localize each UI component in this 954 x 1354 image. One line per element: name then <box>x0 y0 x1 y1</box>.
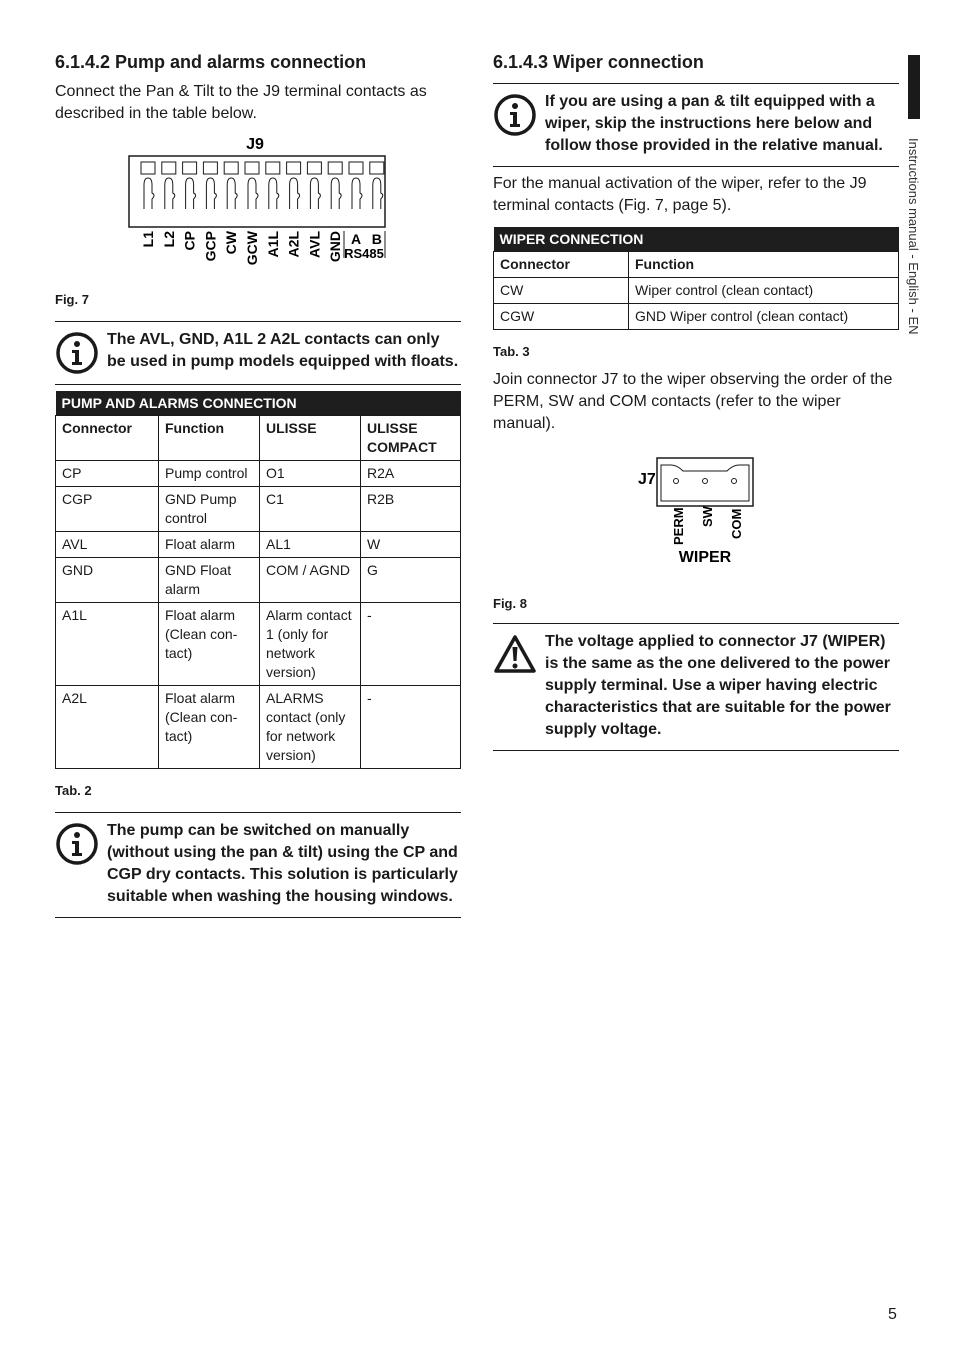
info-icon <box>55 331 99 375</box>
j9-pin-socket <box>141 162 155 174</box>
table-header-row <box>494 252 899 278</box>
table-cell: GND Pump control <box>159 487 260 532</box>
j9-body <box>129 156 385 227</box>
wiper-table <box>493 227 899 330</box>
j9-pin-socket <box>370 162 384 174</box>
j9-pin-socket <box>307 162 321 174</box>
j9-pin-screw <box>206 178 216 209</box>
j9-pin-screw <box>331 178 341 209</box>
side-margin-text: Instructions manual - English - EN <box>906 138 921 335</box>
table-cell: AL1 <box>260 532 361 558</box>
j9-pin-label: CW <box>223 231 240 255</box>
table-cell: ALARMS contact (only for network version) <box>260 686 361 769</box>
info-note-wiper-text: If you are using a pan & tilt equipped with a wiper, skip the instructions here below and follow those provided in the relative manual. <box>545 93 883 154</box>
fig8-caption: Fig. 8 <box>493 596 527 611</box>
rs485-label: RS485 <box>344 246 384 261</box>
j9-pin-label: L2 <box>160 231 177 248</box>
warning-icon <box>493 633 537 677</box>
pump-table-title: PUMP AND ALARMS CONNECTION <box>56 391 461 416</box>
table-cell: C1 <box>260 487 361 532</box>
j9-pin-label: A <box>350 231 362 247</box>
table-row <box>56 686 461 769</box>
table-row <box>56 603 461 686</box>
table-cell: G <box>361 558 461 603</box>
j7-connector-figure <box>493 453 899 568</box>
j9-pin-screw <box>227 178 237 209</box>
table-cell: CP <box>56 461 159 487</box>
table-row <box>56 532 461 558</box>
j9-pin-socket <box>203 162 217 174</box>
col-header: Connector <box>494 252 629 278</box>
info-note-pump-manual <box>55 812 461 918</box>
page-number: 5 <box>888 1306 897 1323</box>
wiper-table-title: WIPER CONNECTION <box>494 227 899 252</box>
j7-pin-label: COM <box>729 508 744 539</box>
j9-pin-socket <box>287 162 301 174</box>
j9-pin-label: L1 <box>140 231 156 248</box>
intro-paragraph: Connect the Pan & Tilt to the J9 terminal contacts as described in the table below. <box>55 83 427 122</box>
j9-pin-label: GND <box>327 231 344 263</box>
info-icon <box>493 93 537 137</box>
table-row <box>56 558 461 603</box>
j9-pin-label: AVL <box>306 231 323 258</box>
table-row <box>494 304 899 330</box>
j9-pin-screw <box>373 178 383 209</box>
table-row <box>56 487 461 532</box>
table-header-row <box>56 416 461 461</box>
table-cell: A1L <box>56 603 159 686</box>
table-cell: CW <box>494 278 629 304</box>
j9-label: J9 <box>246 136 264 153</box>
j9-pins <box>141 162 384 209</box>
j9-pin-socket <box>328 162 342 174</box>
table-cell: GND <box>56 558 159 603</box>
table-row <box>494 278 899 304</box>
info-note-floats <box>55 321 461 385</box>
table-cell: - <box>361 603 461 686</box>
table-cell: GND Float alarm <box>159 558 260 603</box>
j9-pin-screw <box>248 178 258 209</box>
table-cell: - <box>361 686 461 769</box>
j7-label: J7 <box>638 471 656 488</box>
col-header: Function <box>159 416 260 461</box>
info-note-pump-manual-text: The pump can be switched on manually (without using the pan & tilt) using the CP and CGP dry contacts. This solution is particularly suitable when washing the housing windows. <box>107 822 458 905</box>
fig7-caption: Fig. 7 <box>55 292 89 307</box>
side-tab-bar <box>908 55 920 119</box>
j9-pin-screw <box>310 178 320 209</box>
j9-pin-socket <box>183 162 197 174</box>
j9-pin-socket <box>349 162 363 174</box>
tab3-caption: Tab. 3 <box>493 344 530 359</box>
table-cell: CGP <box>56 487 159 532</box>
j9-terminal-figure <box>55 133 461 268</box>
j7-pin-hole <box>703 479 708 484</box>
j9-pin-socket <box>162 162 176 174</box>
j9-pin-screw <box>269 178 279 209</box>
table-cell: Float alarm <box>159 532 260 558</box>
j9-pin-screw <box>144 178 154 209</box>
j9-pin-label: GCP <box>202 231 219 262</box>
table-cell: AVL <box>56 532 159 558</box>
table-cell: O1 <box>260 461 361 487</box>
col-header: Connector <box>56 416 159 461</box>
section-heading-wiper: 6.1.4.3 Wiper connection <box>493 52 704 72</box>
col-header: ULISSE <box>260 416 361 461</box>
table-row <box>56 461 461 487</box>
j9-pin-screw <box>165 178 175 209</box>
j9-pin-label: B <box>371 231 382 247</box>
j9-pin-screw <box>352 178 362 209</box>
table-cell: CGW <box>494 304 629 330</box>
col-header: Function <box>629 252 899 278</box>
wiper-paragraph-1: For the manual activation of the wiper, refer to the J9 terminal contacts (Fig. 7, page 5). <box>493 175 867 214</box>
table-cell: R2B <box>361 487 461 532</box>
j9-pin-socket <box>224 162 238 174</box>
info-note-wiper <box>493 83 899 167</box>
wiper-paragraph-2: Join connector J7 to the wiper observing the order of the PERM, SW and COM contacts (refer to the wiper manual). <box>493 371 893 432</box>
table-cell: Wiper control (clean contact) <box>629 278 899 304</box>
info-icon <box>55 822 99 866</box>
info-note-floats-text: The AVL, GND, A1L 2 A2L contacts can only be used in pump models equipped with floats. <box>107 331 459 370</box>
warning-note-voltage <box>493 623 899 751</box>
j9-pin-socket <box>266 162 280 174</box>
j7-pin-hole <box>674 479 679 484</box>
table-cell: COM / AGND <box>260 558 361 603</box>
j7-pin-label: PERM <box>671 507 686 545</box>
col-header: ULISSE COMPACT <box>361 416 461 461</box>
j9-pin-label: GCW <box>244 231 260 266</box>
warning-note-voltage-text: The voltage applied to connector J7 (WIPER) is the same as the one delivered to the power supply terminal. Use a wiper having electric characteristics that are suitable for the power supply voltage. <box>545 633 891 738</box>
table-cell: Float alarm (Clean con-tact) <box>159 686 260 769</box>
j7-pin-hole <box>732 479 737 484</box>
table-cell: GND Wiper control (clean contact) <box>629 304 899 330</box>
table-cell: Pump control <box>159 461 260 487</box>
table-cell: Float alarm (Clean con-tact) <box>159 603 260 686</box>
j9-pin-label: A2L <box>285 231 302 258</box>
j9-pin-label: CP <box>181 231 198 251</box>
j7-pin-label: SW <box>700 506 715 527</box>
table-cell: W <box>361 532 461 558</box>
table-cell: A2L <box>56 686 159 769</box>
wiper-label: WIPER <box>678 549 732 566</box>
section-heading-pump: 6.1.4.2 Pump and alarms connection <box>55 52 367 72</box>
j9-pin-socket <box>245 162 259 174</box>
pump-alarms-table <box>55 391 461 769</box>
right-column <box>493 52 899 751</box>
table-cell: Alarm contact 1 (only for network version) <box>260 603 361 686</box>
j9-pin-label: A1L <box>264 231 281 258</box>
j9-pin-screw <box>186 178 196 209</box>
table-cell: R2A <box>361 461 461 487</box>
left-column <box>55 52 461 918</box>
j9-pin-screw <box>290 178 300 209</box>
tab2-caption: Tab. 2 <box>55 783 92 798</box>
